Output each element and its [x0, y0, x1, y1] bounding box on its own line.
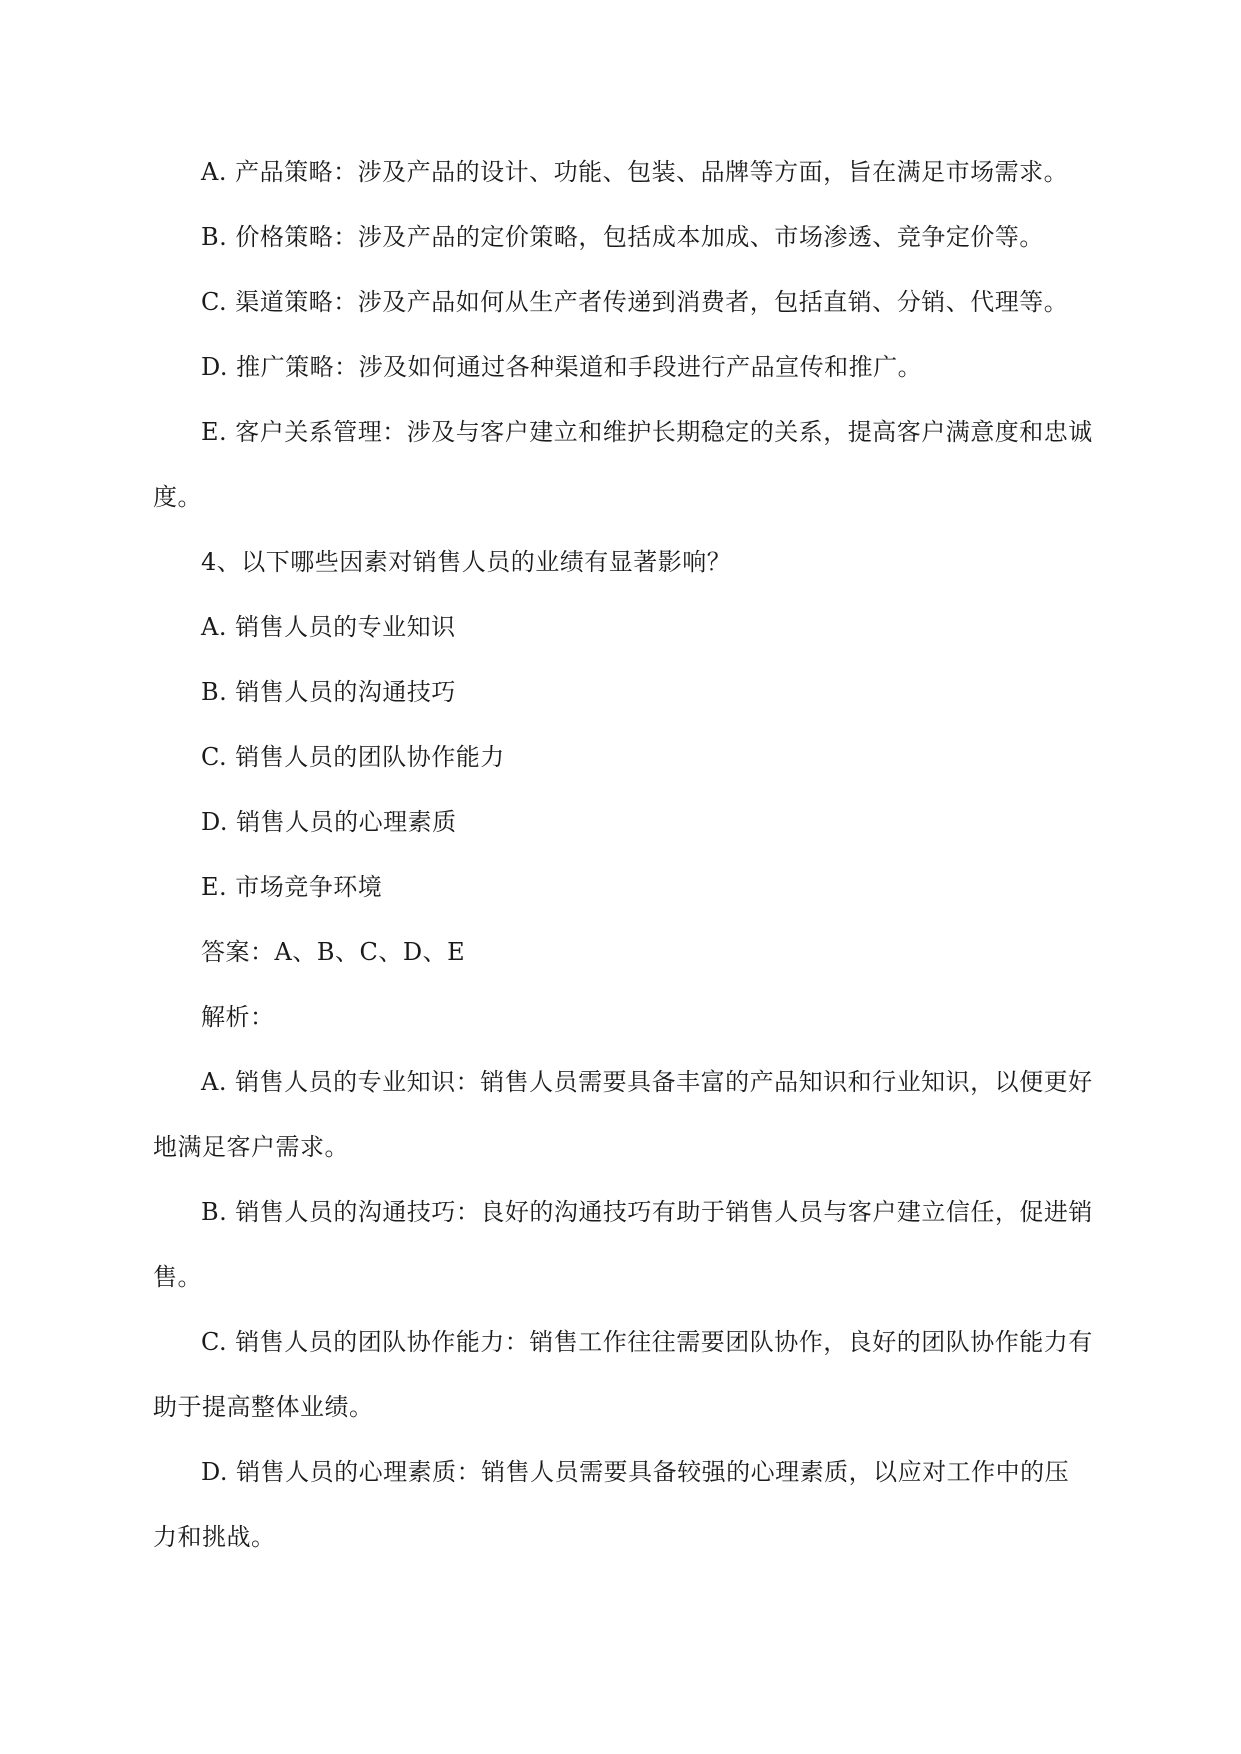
choice-e: E. 市场竞争环境: [201, 873, 383, 901]
choice-a: A. 销售人员的专业知识: [201, 613, 456, 641]
option-price-strategy: B. 价格策略：涉及产品的定价策略，包括成本加成、市场渗透、竞争定价等。: [201, 223, 1044, 251]
option-customer-relationship: E. 客户关系管理：涉及与客户建立和维护长期稳定的关系，提高客户满意度和忠诚度。: [153, 418, 1093, 511]
analysis-a: A. 销售人员的专业知识：销售人员需要具备丰富的产品知识和行业知识，以便更好地满足客户需求。: [153, 1068, 1093, 1161]
answer-line: 答案：A、B、C、D、E: [201, 938, 466, 966]
choice-b: B. 销售人员的沟通技巧: [201, 678, 456, 706]
choice-c: C. 销售人员的团队协作能力: [201, 743, 505, 771]
option-promotion-strategy: D. 推广策略：涉及如何通过各种渠道和手段进行产品宣传和推广。: [201, 353, 923, 381]
option-product-strategy: A. 产品策略：涉及产品的设计、功能、包装、品牌等方面，旨在满足市场需求。: [201, 158, 1069, 186]
analysis-c: C. 销售人员的团队协作能力：销售工作往往需要团队协作，良好的团队协作能力有助于提高整体业绩。: [153, 1328, 1093, 1421]
analysis-d: D. 销售人员的心理素质：销售人员需要具备较强的心理素质，以应对工作中的压力和挑战。: [153, 1458, 1070, 1551]
analysis-heading: 解析：: [201, 1003, 275, 1031]
document-body: [153, 140, 1093, 1570]
choice-d: D. 销售人员的心理素质: [201, 808, 457, 836]
question-4: 4、以下哪些因素对销售人员的业绩有显著影响？: [201, 548, 732, 576]
analysis-b: B. 销售人员的沟通技巧：良好的沟通技巧有助于销售人员与客户建立信任，促进销售。: [153, 1198, 1093, 1291]
option-channel-strategy: C. 渠道策略：涉及产品如何从生产者传递到消费者，包括直销、分销、代理等。: [201, 288, 1069, 316]
